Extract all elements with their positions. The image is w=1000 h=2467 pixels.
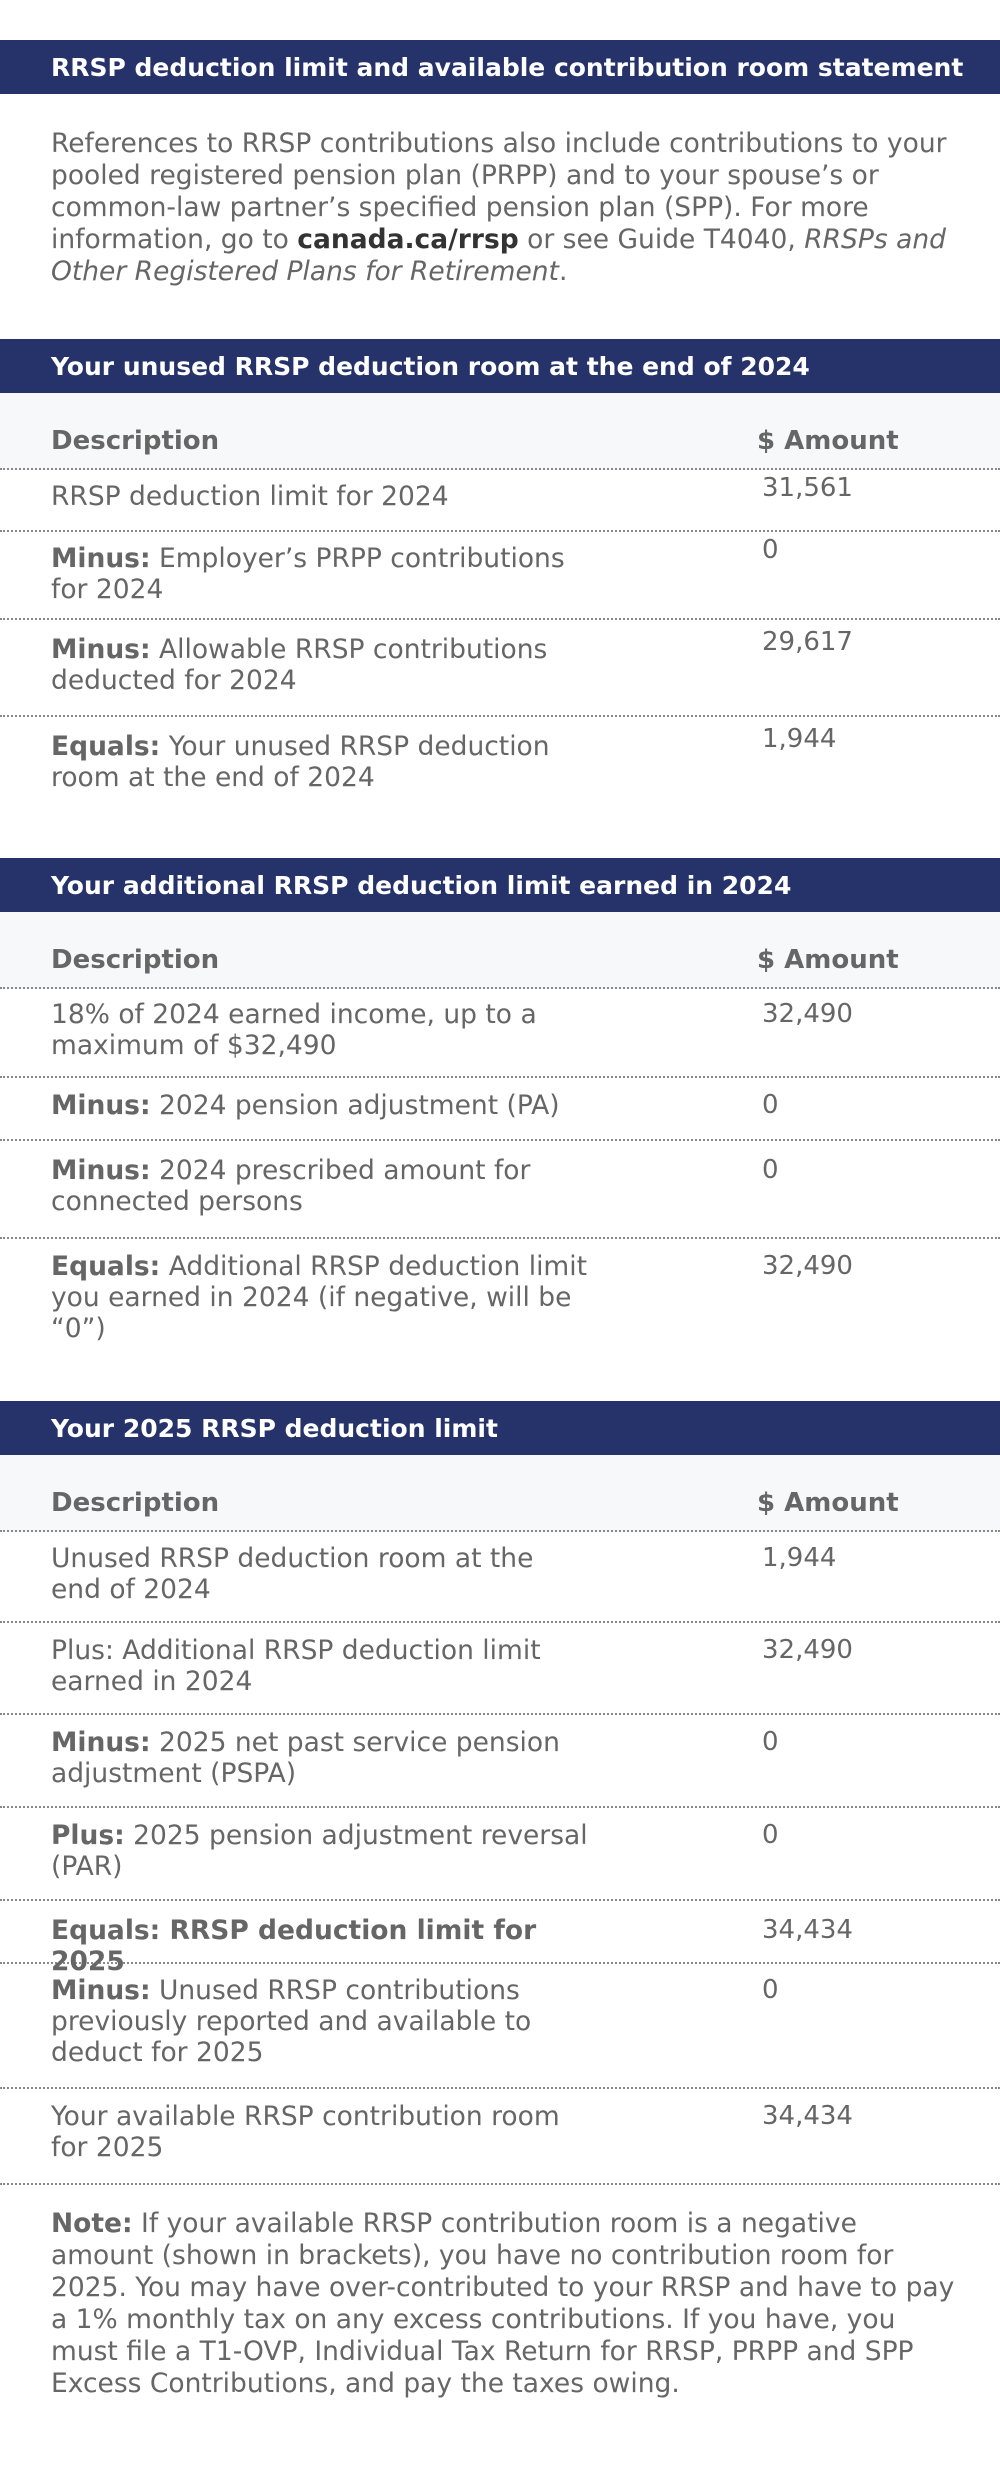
row-description: Minus: Employer’s PRPP contributions for 2024 [51,543,565,605]
table-row [0,1901,1000,1977]
amount-header: $ Amount [757,426,899,456]
amount-header: $ Amount [757,1488,899,1518]
table-row [0,1078,1000,1141]
row-description: Unused RRSP deduction room at the end of 2024 [51,1543,534,1605]
row-description: Minus: 2024 pension adjustment (PA) [51,1090,560,1121]
row-amount: 0 [762,1090,779,1120]
note-text: If your available RRSP contribution room is a negative amount (shown in brackets), you have no contribution room for 2025. You may have over-contributed to your RRSP and have to pay a 1% monthly tax on any excess contributions. If you have, you must file a T1-OVP, Individual Tax Return for RRSP, PRPP and SPP Excess Contributions, and pay the taxes owing. [51,2208,955,2399]
table-row [0,989,1000,1078]
table-row [0,532,1000,620]
row-amount: 1,944 [762,1543,837,1573]
table-row [0,620,1000,717]
row-description: Minus: 2025 net past service pension adjustment (PSPA) [51,1727,560,1789]
amount-header: $ Amount [757,945,899,975]
table-row [0,1532,1000,1623]
row-description: Plus: 2025 pension adjustment reversal (PAR) [51,1820,588,1882]
section-3-title: Your 2025 RRSP deduction limit [51,1413,498,1443]
note-paragraph [51,2208,961,2400]
section-1-title: Your unused RRSP deduction room at the end of 2024 [51,351,810,381]
section-2-title: Your additional RRSP deduction limit earned in 2024 [51,870,792,900]
row-amount: 0 [762,1975,779,2005]
row-amount: 31,561 [762,473,853,503]
guide-title: RRSPs and Other Registered Plans for Retirement [51,224,946,287]
table-row [0,470,1000,532]
intro-text-end: . [558,256,568,287]
table-row [0,1623,1000,1715]
section-1-banner [0,339,1000,393]
row-amount: 0 [762,535,779,565]
table-row [0,1239,1000,1357]
row-description: RRSP deduction limit for 2024 [51,481,449,512]
row-amount: 32,490 [762,1251,853,1281]
row-amount: 34,434 [762,2101,853,2131]
table-row [0,1715,1000,1808]
row-description: Equals: Your unused RRSP deduction room at the end of 2024 [51,731,550,793]
row-amount: 29,617 [762,627,853,657]
table-row [0,2089,1000,2185]
row-description: Minus: Allowable RRSP contributions deducted for 2024 [51,634,548,696]
intro-text-middle: or see Guide T4040, [518,224,805,255]
row-description: Minus: 2024 prescribed amount for connected persons [51,1155,531,1217]
table-row [0,717,1000,809]
row-description: Equals: RRSP deduction limit for 2025 [51,1915,537,1977]
statement-title-banner [0,40,1000,94]
row-amount: 1,944 [762,724,837,754]
row-amount: 32,490 [762,1635,853,1665]
section-2-table-header [0,912,1000,989]
row-amount: 32,490 [762,999,853,1029]
intro-paragraph [51,128,951,288]
table-row [0,1141,1000,1239]
section-2-banner [0,858,1000,912]
row-amount: 0 [762,1820,779,1850]
row-amount: 0 [762,1727,779,1757]
section-1-table-header [0,393,1000,470]
statement-title: RRSP deduction limit and available contribution room statement [51,52,964,82]
section-3-banner [0,1401,1000,1455]
description-header: Description [51,426,220,456]
row-description: Plus: Additional RRSP deduction limit earned in 2024 [51,1635,541,1697]
row-description: Minus: Unused RRSP contributions previously reported and available to deduct for 2025 [51,1975,532,2068]
description-header: Description [51,1488,220,1518]
note-label: Note: [51,2208,133,2239]
row-description: 18% of 2024 earned income, up to a maximum of $32,490 [51,999,537,1061]
rrsp-link[interactable]: canada.ca/rrsp [297,224,519,255]
intro-text: References to RRSP contributions also include contributions to your pooled registered pension plan (PRPP) and to your spouse’s or common-law partner’s specified pension plan (SPP). For more information, go to [51,128,947,255]
row-description: Equals: Additional RRSP deduction limit you earned in 2024 (if negative, will be “0”) [51,1251,587,1344]
row-amount: 34,434 [762,1915,853,1945]
section-3-table-header [0,1455,1000,1532]
row-amount: 0 [762,1155,779,1185]
table-row [0,1964,1000,2089]
row-description: Your available RRSP contribution room for 2025 [51,2101,560,2163]
description-header: Description [51,945,220,975]
table-row [0,1808,1000,1901]
